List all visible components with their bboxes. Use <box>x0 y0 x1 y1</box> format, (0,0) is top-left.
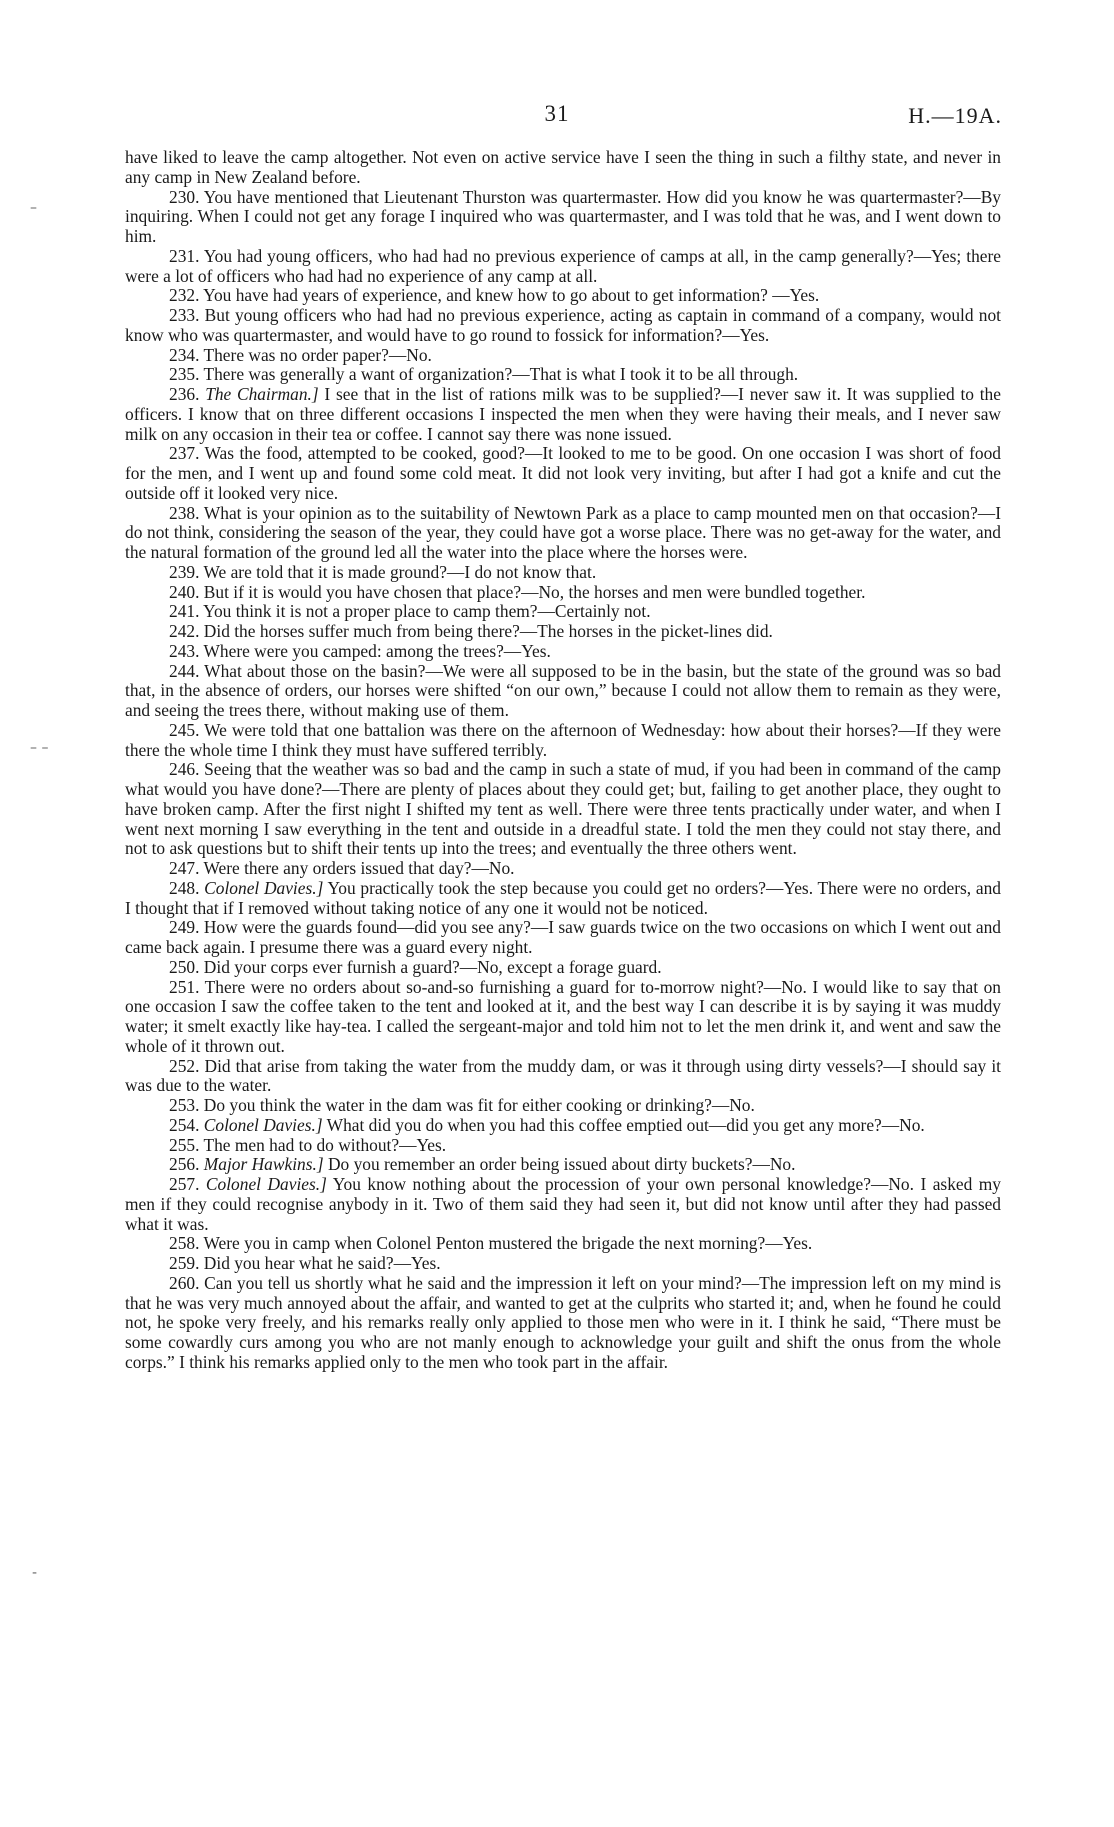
paragraph-text: How were the guards found—did you see any?—I saw guards twice on the two occasions on which I went out and came back again. I presume there was a guard every night. <box>125 917 1001 957</box>
question-number: 247. <box>169 858 200 878</box>
speaker-name: Major Hawkins.] <box>203 1154 324 1175</box>
question-paragraph <box>125 306 1001 346</box>
paragraph-text: There was generally a want of organization?—That is what I took it to be all through. <box>203 364 799 385</box>
question-number: 232. <box>169 285 200 306</box>
paragraph-text: Do you think the water in the dam was fit for either cooking or drinking?—No. <box>203 1095 755 1115</box>
question-paragraph <box>125 879 1001 919</box>
question-paragraph <box>125 1096 1001 1116</box>
question-paragraph <box>125 1057 1001 1097</box>
paragraph-continuation <box>125 148 1001 188</box>
paragraph-text: Was the food, attempted to be cooked, good?—It looked to me to be good. On one occasion I was short of food for the men, and I went up and found some cold meat. It did not look very inviting, but after I had got a knife and cut the outside off it looked very nice. <box>125 443 1001 503</box>
paragraph-text: You practically took the step because you could get no orders?—Yes. There were no orders, and I thought that if I removed without taking notice of any one it would not be noticed. <box>125 877 1001 918</box>
speaker-name: Colonel Davies.] <box>204 877 324 898</box>
question-paragraph <box>125 1254 1001 1274</box>
question-number: 241. <box>169 601 200 622</box>
question-paragraph <box>125 918 1001 958</box>
question-number: 252. <box>169 1055 200 1076</box>
question-paragraph <box>125 385 1001 444</box>
paragraph-text: You think it is not a proper place to camp them?—Certainly not. <box>203 601 651 622</box>
question-paragraph <box>125 602 1001 622</box>
question-number: 256. <box>169 1154 200 1175</box>
question-paragraph <box>125 444 1001 503</box>
paragraph-text: We were told that one battalion was there on the afternoon of Wednesday: how about their horses?—If they were there the whole time I think they must have suffered terribly. <box>125 719 1001 760</box>
question-paragraph <box>125 1175 1001 1234</box>
paragraph-text: You had young officers, who had had no previous experience of camps at all, in the camp generally?—Yes; there were a lot of officers who had had no experience of any camp at all. <box>125 245 1001 286</box>
paragraph-text: What about those on the basin?—We were all supposed to be in the basin, but the state of the ground was so bad that, in the absence of orders, our horses were shifted “on our own,” because I could not allow them to remain as they were, and seeing the trees there, without making use of them. <box>125 660 1001 720</box>
question-number: 231. <box>169 245 200 266</box>
document-reference: H.—19A. <box>908 103 1002 128</box>
question-paragraph <box>125 583 1001 603</box>
paragraph-text: But if it is would you have chosen that place?—No, the horses and men were bundled together. <box>203 581 866 602</box>
question-paragraph <box>125 188 1001 247</box>
question-number: 240. <box>169 581 200 602</box>
question-number: 248. <box>169 877 200 898</box>
question-paragraph <box>125 760 1001 859</box>
speaker-name: Colonel Davies.] <box>205 1174 327 1194</box>
paragraph-text: Did your corps ever furnish a guard?—No, except a forage guard. <box>203 956 662 977</box>
question-paragraph <box>125 859 1001 879</box>
paragraph-text: You have mentioned that Lieutenant Thurston was quartermaster. How did you know he was quartermaster?—By inquiring. When I could not get any forage I inquired who was quartermaster, and I was told that he was, and I went down to him. <box>125 186 1001 246</box>
question-number: 253. <box>169 1095 200 1115</box>
paragraph-text: Seeing that the weather was so bad and the camp in such a state of mud, if you had been in command of the camp what would you have done?—There are plenty of places about they could get; but, failing to get another place, they ought to have broken camp. After the first night I shifted my tent as well. There were three tents practically under water, and when I went next morning I saw everything in the tent and outside in a dreadful state. I told the men they could not stay there, and not to ask questions but to shift their tents up into the trees; and eventually the three others went. <box>125 759 1001 859</box>
paragraph-text: There was no order paper?—No. <box>203 344 432 365</box>
question-number: 239. <box>169 561 200 582</box>
paragraph-text: Did you hear what he said?—Yes. <box>203 1253 441 1273</box>
paragraph-text: What is your opinion as to the suitability of Newtown Park as a place to camp mounted men on that occasion?—I do not think, considering the season of the year, they could have got a worse place. There was no get-away for the water, and the natural formation of the ground led all the water into the place where the horses were. <box>125 502 1001 562</box>
paragraph-text: I see that in the list of rations milk was to be supplied?—I never saw it. It was supplied to the officers. I know that on three different occasions I inspected the men when they were having their meals, and I never saw milk on any occasion in their tea or coffee. I cannot say there was none issued. <box>125 384 1001 444</box>
question-number: 258. <box>169 1233 200 1254</box>
question-paragraph <box>125 642 1001 662</box>
question-number: 246. <box>169 759 200 780</box>
question-number: 250. <box>169 956 200 977</box>
margin-dash: - <box>32 1565 38 1581</box>
question-number: 254. <box>169 1114 200 1135</box>
question-number: 244. <box>169 660 200 681</box>
paragraph-text: Were you in camp when Colonel Penton mustered the brigade the next morning?—Yes. <box>203 1233 813 1254</box>
question-number: 236. <box>169 384 200 404</box>
paragraph-text: What did you do when you had this coffee emptied out—did you get any more?—No. <box>326 1114 925 1135</box>
paragraph-text: But young officers who had had no previous experience, acting as captain in command of a company, would not know who was quartermaster, and would have to go round to fossick for information?—Yes. <box>125 305 1001 345</box>
paragraph-text: We are told that it is made ground?—I do not know that. <box>203 561 597 582</box>
question-number: 249. <box>169 917 200 938</box>
question-paragraph <box>125 1136 1001 1156</box>
question-number: 251. <box>169 976 200 997</box>
paragraph-text: Did the horses suffer much from being there?—The horses in the picket-lines did. <box>203 621 773 641</box>
margin-dash: – – <box>30 740 49 756</box>
question-paragraph <box>125 958 1001 978</box>
question-number: 238. <box>169 502 200 523</box>
question-paragraph <box>125 622 1001 642</box>
question-number: 234. <box>169 344 200 365</box>
question-paragraph <box>125 563 1001 583</box>
question-paragraph <box>125 721 1001 761</box>
question-paragraph <box>125 346 1001 366</box>
paragraph-text: You know nothing about the procession of your own personal knowledge?—No. I asked my men if they could recognise anybody in it. Two of them said they had seen it, but did not know until after they had passed what it was. <box>125 1174 1002 1234</box>
question-paragraph <box>125 286 1001 306</box>
question-paragraph <box>125 1116 1001 1136</box>
question-number: 237. <box>169 443 200 464</box>
question-paragraph <box>125 1155 1001 1175</box>
paragraph-text: Do you remember an order being issued about dirty buckets?—No. <box>327 1154 796 1175</box>
paragraph-text: Where were you camped: among the trees?—Yes. <box>203 640 551 661</box>
question-paragraph <box>125 662 1001 721</box>
question-number: 257. <box>169 1174 200 1194</box>
testimony-body <box>125 148 1001 1373</box>
paragraph-text: The men had to do without?—Yes. <box>203 1134 447 1155</box>
question-number: 235. <box>169 364 200 385</box>
question-paragraph <box>125 365 1001 385</box>
question-number: 230. <box>169 186 200 207</box>
question-paragraph <box>125 978 1001 1057</box>
paragraph-text: Did that arise from taking the water from the muddy dam, or was it through using dirty vessels?—I should say it was due to the water. <box>125 1055 1001 1096</box>
speaker-name: The Chairman.] <box>205 384 319 404</box>
paragraph-text: You have had years of experience, and knew how to go about to get information? —Yes. <box>203 285 820 306</box>
question-number: 255. <box>169 1134 200 1155</box>
question-paragraph <box>125 1234 1001 1254</box>
speaker-name: Colonel Davies.] <box>203 1114 323 1135</box>
paragraph-text: There were no orders about so-and-so furnishing a guard for to-morrow night?—No. I would like to say that on one occasion I saw the coffee taken to the tent and looked at it, and the best way I can describe it is by saying it was muddy water; it smelt exactly like hay-tea. I called the sergeant-major and told him not to let the men drink it, and went and saw the whole of it thrown out. <box>125 976 1001 1056</box>
question-number: 245. <box>169 719 200 740</box>
question-number: 260. <box>169 1272 200 1293</box>
margin-dash: – <box>30 200 37 216</box>
question-number: 233. <box>169 305 200 325</box>
question-paragraph <box>125 247 1001 287</box>
question-number: 259. <box>169 1253 200 1273</box>
question-paragraph <box>125 504 1001 563</box>
paragraph-text: Were there any orders issued that day?—No. <box>203 858 515 878</box>
question-number: 243. <box>169 640 200 661</box>
paragraph-text: have liked to leave the camp altogether. Not even on active service have I seen the thing in such a filthy state, and never in any camp in New Zealand before. <box>125 147 1001 187</box>
question-number: 242. <box>169 621 200 641</box>
page-number: 31 <box>544 101 570 126</box>
question-paragraph <box>125 1274 1001 1373</box>
paragraph-text: Can you tell us shortly what he said and the impression it left on your mind?—The impression left on my mind is that he was very much annoyed about the affair, and wanted to get at the culprits who started it; and, when he found he could not, he spoke very freely, and his remarks really only applied to those men who were in it. I think he said, “There must be some cowardly curs among you who are not manly enough to acknowledge your guilt and shift the onus from the whole corps.” I think his remarks applied only to the men who took part in the affair. <box>125 1272 1001 1372</box>
